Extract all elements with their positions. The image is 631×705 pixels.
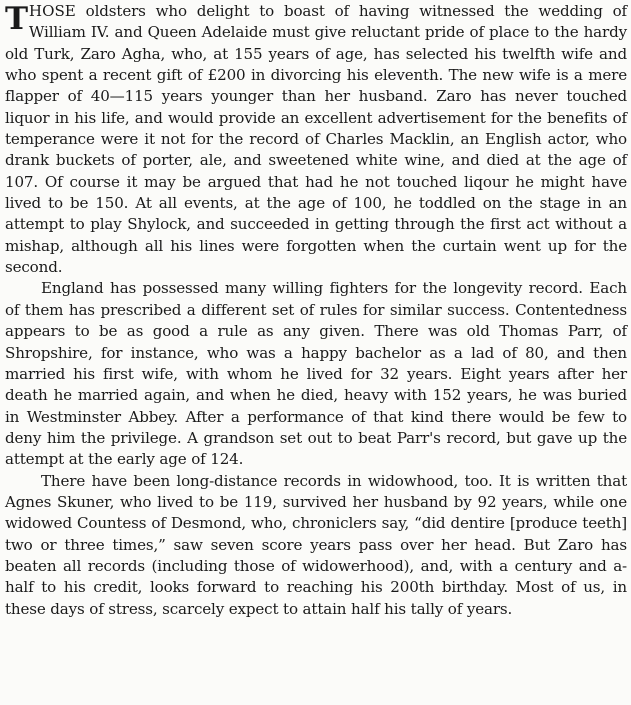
paragraph-2-text: England has possessed many willing fighters for the longevity record. Each of them has prescribed a different set of rules for similar success. Contentedness appears to be as good a rule as any given. There was old Thomas Parr, of Shropshire, for instance, who was a happy bachelor as a lad of 80, and then married his first wife, with whom he lived for 32 years. Eight years after her death he married again, and when he died, heavy with 152 years, he was buried in Westminster Abbey. After a performance of that kind there would be few to deny him the privilege. A grandson set out to beat Parr's record, but gave up the attempt at the early age of 124. <box>5 279 627 469</box>
paragraph-2 <box>5 278 627 470</box>
paragraph-1-text: oldsters who delight to boast of having witnessed the wedding of William IV. and Queen Adelaide must give reluctant pride of place to the hardy old Turk, Zaro Agha, who, at 155 years of age, has selected his twelfth wife and who spent a recent gift of £200 in divorcing his eleventh. The new wife is a mere flapper of 40—115 years younger than her husband. Zaro has never touched liquor in his life, and would provide an excellent advertisement for the benefits of temperance were it not for the record of Charles Macklin, an English actor, who drank buckets of porter, ale, and sweetened white wine, and died at the age of 107. Of course it may be argued that had he not touched liqour he might have lived to be 150. At all events, at the age of 100, he toddled on the stage in an attempt to play Shylock, and succeeded in getting through the first act without a mishap, although all his lines were forgotten when the curtain went up for the second. <box>5 2 627 277</box>
drop-cap: T <box>5 1 28 37</box>
paragraph-1 <box>5 1 627 278</box>
paragraph-3-text: There have been long-distance records in widowhood, too. It is written that Agnes Skuner, who lived to be 119, survived her husband by 92 years, while one widowed Countess of Desmond, who, chroniclers say, “did dentire [produce teeth] two or three times,” saw seven score years pass over her head. But Zaro has beaten all records (including those of widowerhood), and, with a century and a-half to his credit, looks forward to reaching his 200th birthday. Most of us, in these days of stress, scarcely expect to attain half his tally of years. <box>5 471 627 618</box>
lead-word: HOSE <box>28 2 76 20</box>
paragraph-3 <box>5 471 627 620</box>
